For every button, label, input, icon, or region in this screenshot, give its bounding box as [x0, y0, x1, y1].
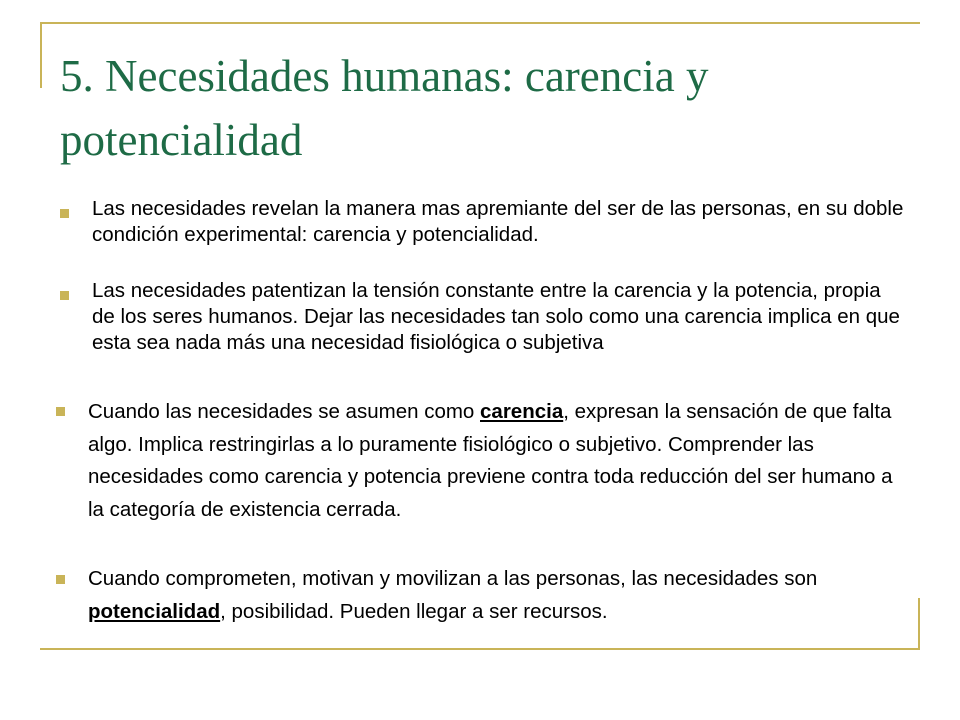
frame-top-rule — [40, 22, 920, 24]
frame-left-rule — [40, 22, 42, 88]
bullet-text — [88, 396, 898, 526]
bullet-text-before: Cuando las necesidades se asumen como — [88, 400, 481, 423]
frame-right-rule — [918, 598, 920, 650]
bullet-text: Las necesidades patentizan la tensión constante entre la carencia y la potencia, propia de los seres humanos. Dejar las necesidades tan solo como una carencia implica en que esta sea nada más una necesidad fisiológica o subjetiva — [92, 279, 900, 354]
bullet-text: Las necesidades revelan la manera mas apremiante del ser de las personas, en su doble condición experimental: carencia y potencialidad. — [92, 197, 904, 246]
bullet-text — [88, 563, 888, 628]
bullet-square-icon — [56, 575, 65, 584]
bullet-square-icon — [56, 407, 65, 416]
emphasis-carencia: carencia — [480, 400, 564, 423]
bullet-square-icon — [60, 291, 69, 300]
emphasis-potencialidad: potencialidad — [88, 599, 221, 623]
bullet-text-before: Cuando comprometen, motivan y movilizan a las personas, las necesidades son — [88, 567, 818, 590]
frame-bottom-rule — [40, 648, 920, 650]
bullet-text-after: , expresan la sensación de que falta algo. Implica restringirlas a lo puramente fisiológico o subjetivo. Comprender las necesidades como carencia y potencia previene contra toda reducción del ser humano a la categoría de existencia cerrada. — [88, 400, 893, 521]
bullet-text-after: , posibilidad. Pueden llegar a ser recursos. — [220, 599, 608, 623]
bullet-square-icon — [60, 209, 69, 218]
slide-title: 5. Necesidades humanas: carencia y potencialidad — [60, 51, 709, 165]
